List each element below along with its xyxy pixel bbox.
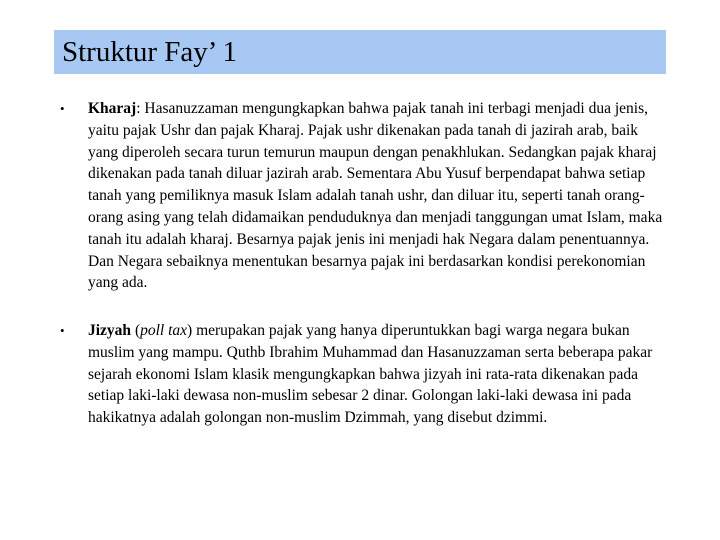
kharaj-term: Kharaj <box>88 100 137 117</box>
bullet-icon: • <box>60 101 65 116</box>
jizyah-body: ) merupakan pajak yang hanya diperuntukkan bagi warga negara bukan muslim yang mampu. Quthb Ibrahim Muhammad dan Hasanuzzaman serta beberapa pakar sejarah ekonomi Islam klasik mengungkapkan bahwa jizyah ini rata-rata dikenakan pada setiap laki-laki dewasa non-muslim sebesar 2 dinar. Golongan laki-laki dewasa ini pada hakikatnya adalah golongan non-muslim Dzimmah, yang disebut dzimmi. <box>88 322 653 427</box>
title-bar <box>54 30 666 74</box>
kharaj-separator: : <box>136 100 145 117</box>
jizyah-paren-open: ( <box>131 322 141 339</box>
bullet-icon: • <box>60 323 65 338</box>
kharaj-body: Hasanuzzaman mengungkapkan bahwa pajak tanah ini terbagi menjadi dua jenis, yaitu pajak Ushr dan pajak Kharaj. Pajak ushr dikenakan pada tanah di jazirah arab, baik yang diperoleh secara turun temurun maupun dengan penakhlukan. Sedangkan pajak kharaj dikenakan pada tanah diluar jazirah arab. Sementara Abu Yusuf berpendapat bahwa setiap tanah yang pemiliknya masuk Islam adalah tanah ushr, dan diluar itu, seperti tanah orang-orang asing yang telah didamaikan penduduknya dan menjadi tanggungan umat Islam, maka tanah itu adalah kharaj. Besarnya pajak jenis ini menjadi hak Negara dalam penentuannya. Dan Negara sebaiknya menentukan besarnya pajak ini berdasarkan kondisi perekonomian yang ada. <box>88 100 663 292</box>
jizyah-italic: poll tax <box>140 322 188 339</box>
kharaj-paragraph <box>88 98 666 294</box>
jizyah-paragraph <box>88 320 666 429</box>
jizyah-term: Jizyah <box>88 322 132 339</box>
slide-title: Struktur Fay’ 1 <box>62 36 238 68</box>
